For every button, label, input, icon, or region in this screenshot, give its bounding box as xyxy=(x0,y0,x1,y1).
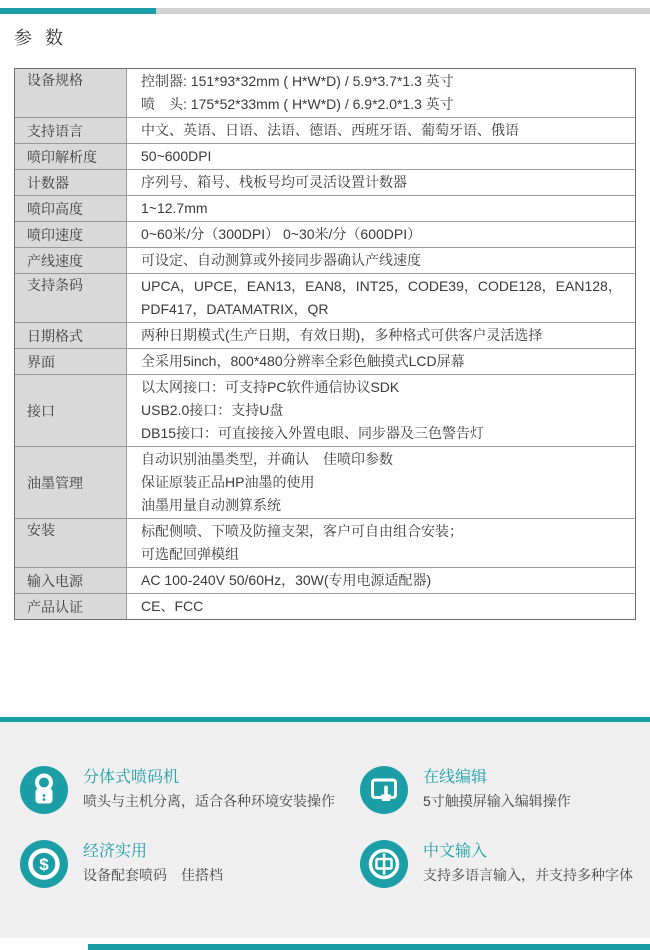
spec-label: 日期格式 xyxy=(15,323,127,348)
spec-label: 接口 xyxy=(15,375,127,446)
table-row xyxy=(15,118,635,144)
spec-value xyxy=(127,375,635,446)
feature-text xyxy=(83,766,335,811)
feature-text xyxy=(423,766,571,811)
spec-value-line: 两种日期模式(生产日期，有效日期)，多种格式可供客户灵活选择 xyxy=(141,327,543,343)
spec-label: 支持条码 xyxy=(15,274,127,322)
spec-label: 界面 xyxy=(15,349,127,374)
spec-label: 设备规格 xyxy=(15,69,127,117)
spec-value-line: DB15接口：可直接接入外置电眼、同步器及三色警告灯 xyxy=(141,425,485,441)
spec-value-line: 以太网接口：可支持PC软件通信协议SDK xyxy=(141,379,400,395)
spec-table xyxy=(14,68,636,620)
top-accent-teal-segment xyxy=(0,8,156,14)
table-row xyxy=(15,144,635,170)
svg-text:$: $ xyxy=(39,855,49,874)
feature-subtitle: 5寸触摸屏输入编辑操作 xyxy=(423,793,571,809)
spec-value xyxy=(127,69,635,117)
spec-value-line: 保证原装正品HP油墨的使用 xyxy=(141,474,315,490)
table-row xyxy=(15,222,635,248)
spec-value-line: 油墨用量自动测算系统 xyxy=(141,497,281,513)
chinese-character-icon xyxy=(360,840,408,888)
feature-text xyxy=(83,840,223,885)
spec-label: 喷印高度 xyxy=(15,196,127,221)
features-grid xyxy=(0,722,650,888)
feature-subtitle: 支持多语言输入，并支持多种字体 xyxy=(423,867,633,883)
spec-value xyxy=(127,594,635,619)
table-row xyxy=(15,196,635,222)
top-accent-bar xyxy=(0,8,650,14)
spec-label: 产品认证 xyxy=(15,594,127,619)
spec-value-line: AC 100-240V 50/60Hz，30W(专用电源适配器) xyxy=(141,572,432,588)
spec-value xyxy=(127,568,635,593)
spec-value-line: 标配侧喷、下喷及防撞支架，客户可自由组合安装； xyxy=(141,523,463,539)
dollar-coin-icon xyxy=(20,840,68,888)
spec-value-line: 可选配回弹模组 xyxy=(141,546,239,562)
feature-split-printer xyxy=(20,766,360,814)
spec-label: 油墨管理 xyxy=(15,447,127,518)
table-row xyxy=(15,447,635,519)
feature-chinese-input xyxy=(360,840,640,888)
spec-value xyxy=(127,170,635,195)
spec-value xyxy=(127,222,635,247)
table-row xyxy=(15,248,635,274)
table-row xyxy=(15,323,635,349)
spec-value xyxy=(127,118,635,143)
printhead-icon xyxy=(20,766,68,814)
spec-label: 支持语言 xyxy=(15,118,127,143)
feature-title: 经济实用 xyxy=(83,843,148,860)
feature-title: 在线编辑 xyxy=(423,769,488,786)
feature-subtitle: 喷头与主机分离，适合各种环境安装操作 xyxy=(83,793,335,809)
spec-value-line: 50~600DPI xyxy=(141,148,212,164)
spec-value-line: 中文、英语、日语、法语、德语、西班牙语、葡萄牙语、俄语 xyxy=(141,122,519,138)
spec-value-line: PDF417，DATAMATRIX，QR xyxy=(141,301,329,317)
spec-value-line: 序列号、箱号、栈板号均可灵活设置计数器 xyxy=(141,174,407,190)
table-row xyxy=(15,568,635,594)
spec-label: 安装 xyxy=(15,519,127,567)
spec-value-line: 控制器: 151*93*32mm ( H*W*D) / 5.9*3.7*1.3 英寸 xyxy=(141,73,454,89)
spec-value xyxy=(127,323,635,348)
spec-value-line: CE、FCC xyxy=(141,598,204,614)
spec-label: 输入电源 xyxy=(15,568,127,593)
spec-value-line: 喷 头: 175*52*33mm ( H*W*D) / 6.9*2.0*1.3 英寸 xyxy=(141,96,454,112)
feature-title: 中文输入 xyxy=(423,843,488,860)
spec-value xyxy=(127,519,635,567)
spec-label: 计数器 xyxy=(15,170,127,195)
feature-online-edit xyxy=(360,766,640,814)
table-row xyxy=(15,69,635,118)
spec-value xyxy=(127,349,635,374)
spec-label: 喷印解析度 xyxy=(15,144,127,169)
spec-value-line: UPCA，UPCE，EAN13，EAN8，INT25，CODE39，CODE128，EAN128， xyxy=(141,278,622,294)
feature-text xyxy=(423,840,633,885)
spec-value-line: 可设定、自动测算或外接同步器确认产线速度 xyxy=(141,252,421,268)
spec-value-line: 自动识别油墨类型，并确认 佳喷印参数 xyxy=(141,451,393,467)
table-row xyxy=(15,170,635,196)
spec-value xyxy=(127,248,635,273)
spec-label: 产线速度 xyxy=(15,248,127,273)
features-panel xyxy=(0,722,650,938)
table-row xyxy=(15,274,635,323)
touchscreen-edit-icon xyxy=(360,766,408,814)
spec-value-line: 1~12.7mm xyxy=(141,200,208,216)
spec-value-line: 全采用5inch，800*480分辨率全彩色触摸式LCD屏幕 xyxy=(141,353,465,369)
feature-title: 分体式喷码机 xyxy=(83,769,180,786)
table-row xyxy=(15,594,635,620)
spec-value-line: 0~60米/分（300DPI） 0~30米/分（600DPI） xyxy=(141,226,422,242)
table-row xyxy=(15,519,635,568)
spec-value xyxy=(127,196,635,221)
spec-value xyxy=(127,144,635,169)
spec-value-line: USB2.0接口：支持U盘 xyxy=(141,402,284,418)
spec-value xyxy=(127,274,635,322)
feature-subtitle: 设备配套喷码 佳搭档 xyxy=(83,867,223,883)
top-accent-gray-segment xyxy=(156,8,650,14)
spec-label: 喷印速度 xyxy=(15,222,127,247)
feature-economical xyxy=(20,840,360,888)
table-row xyxy=(15,349,635,375)
table-row xyxy=(15,375,635,447)
spec-value xyxy=(127,447,635,518)
page-title: 参 数 xyxy=(14,28,68,48)
bottom-accent-bar xyxy=(88,944,650,950)
